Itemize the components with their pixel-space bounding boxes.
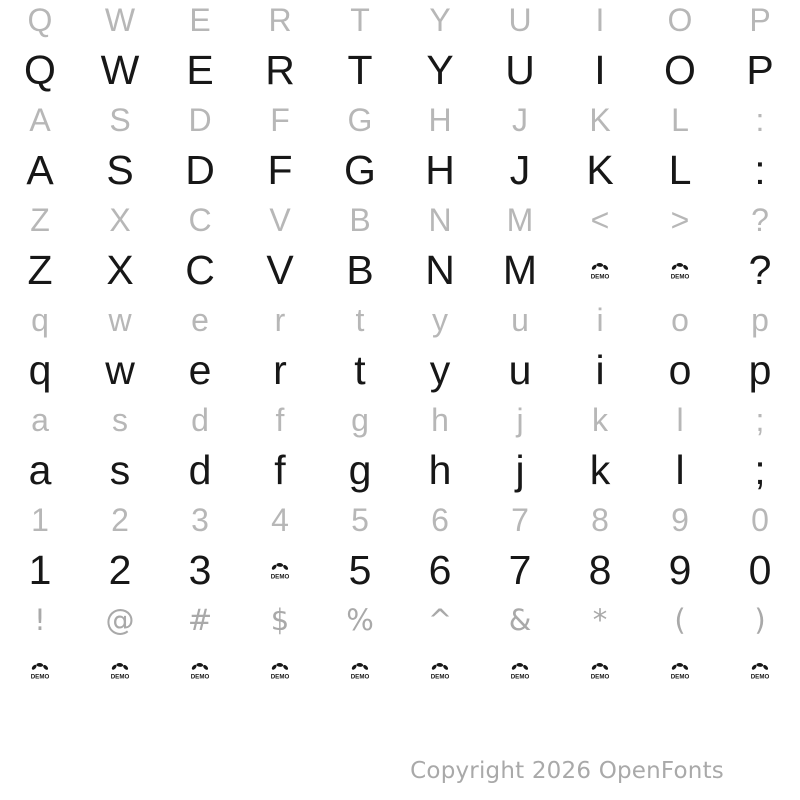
preview-char: N [428,202,452,238]
preview-char: @ [105,602,135,637]
main-row [0,540,800,600]
preview-char: k [592,402,608,438]
main-char: X [106,246,134,293]
preview-char: % [346,602,374,637]
demo-glyph-label: DEMO [110,673,130,680]
main-char: k [589,446,611,493]
preview-char: G [347,102,373,138]
demo-glyph-label: DEMO [510,673,530,680]
glyph-row-pair [0,200,800,300]
demo-glyph-icon [27,661,53,680]
demo-glyph-icon [747,661,773,680]
preview-char: M [506,202,534,238]
main-char: V [266,246,294,293]
preview-char: h [431,402,449,438]
preview-char: : [755,102,765,138]
preview-char: w [108,302,132,338]
preview-char: d [191,402,209,438]
main-char: i [595,346,605,393]
main-char: j [515,446,525,493]
preview-char: > [670,202,690,238]
preview-char: s [112,402,128,438]
preview-char: f [275,402,285,438]
main-char: M [502,246,538,293]
demo-glyph-icon [667,261,693,280]
preview-char: * [592,602,608,637]
demo-placeholder-glyph [160,661,240,680]
preview-char: a [31,402,49,438]
preview-row [0,100,800,140]
demo-glyph-icon [347,661,373,680]
copyright-text: Copyright 2026 OpenFonts [410,758,724,784]
main-row [0,440,800,500]
preview-char: 3 [191,502,209,538]
demo-glyph-icon [427,661,453,680]
preview-char: 8 [591,502,609,538]
preview-char: ( [674,602,686,637]
main-char: o [668,346,692,393]
preview-char: i [596,302,604,338]
main-char: h [428,446,452,493]
preview-char: ? [751,202,769,238]
demo-glyph-icon [587,661,613,680]
preview-char: 1 [31,502,49,538]
preview-char: K [589,102,611,138]
preview-char: 5 [351,502,369,538]
main-char: K [586,146,614,193]
preview-char: 2 [111,502,129,538]
preview-row [0,300,800,340]
main-char: Q [24,46,56,93]
glyph-row-pair [0,600,800,700]
main-char: S [106,146,134,193]
main-char: F [267,146,293,193]
main-row [0,140,800,200]
demo-glyph-icon [507,661,533,680]
main-char: U [505,46,535,93]
preview-char: P [749,2,771,38]
preview-char: C [188,202,212,238]
demo-placeholder-glyph [560,261,640,280]
demo-glyph-icon [267,661,293,680]
demo-placeholder-glyph [640,661,720,680]
main-char: u [508,346,532,393]
main-row [0,240,800,300]
main-char: : [754,146,766,193]
demo-placeholder-glyph [720,661,800,680]
main-char: H [425,146,455,193]
preview-char: U [508,2,532,38]
main-char: A [26,146,54,193]
glyph-row-pair [0,0,800,100]
main-row [0,640,800,700]
demo-glyph-label: DEMO [350,673,370,680]
preview-char: ; [755,402,765,438]
preview-char: o [671,302,689,338]
demo-glyph-icon [587,261,613,280]
demo-placeholder-glyph [240,561,320,580]
main-char: 3 [188,546,212,593]
preview-char: & [508,602,532,637]
glyph-row-pair [0,100,800,200]
main-char: B [346,246,374,293]
preview-row [0,400,800,440]
main-char: N [425,246,455,293]
main-char: t [354,346,366,393]
preview-char: O [667,2,693,38]
preview-char: 9 [671,502,689,538]
glyph-row-pair [0,400,800,500]
preview-char: 6 [431,502,449,538]
main-char: G [344,146,376,193]
demo-glyph-label: DEMO [590,673,610,680]
main-char: l [675,446,685,493]
demo-placeholder-glyph [560,661,640,680]
main-char: W [100,46,140,93]
demo-glyph-label: DEMO [270,673,290,680]
main-char: g [348,446,372,493]
demo-glyph-label: DEMO [30,673,50,680]
demo-glyph-label: DEMO [670,673,690,680]
main-char: r [273,346,287,393]
main-char: E [186,46,214,93]
main-char: y [429,346,451,393]
main-row [0,40,800,100]
preview-char: 4 [271,502,289,538]
preview-char: A [29,102,51,138]
glyph-row-pair [0,300,800,400]
preview-char: ) [754,602,766,637]
demo-glyph-icon [667,661,693,680]
preview-char: Y [429,2,451,38]
glyph-row-pair [0,500,800,600]
main-char: O [664,46,696,93]
demo-glyph-label: DEMO [430,673,450,680]
demo-glyph-label: DEMO [270,573,290,580]
main-char: 6 [428,546,452,593]
demo-placeholder-glyph [80,661,160,680]
demo-glyph-label: DEMO [670,273,690,280]
main-char: J [509,146,531,193]
demo-glyph-icon [107,661,133,680]
preview-char: B [349,202,371,238]
main-char: f [274,446,286,493]
preview-char: ! [34,602,46,637]
preview-char: $ [270,602,290,637]
main-char: R [265,46,295,93]
preview-char: I [595,2,605,38]
preview-char: # [187,602,213,637]
main-char: p [748,346,772,393]
demo-placeholder-glyph [320,661,400,680]
main-char: Y [426,46,454,93]
main-char: 7 [508,546,532,593]
preview-char: V [269,202,291,238]
demo-glyph-label: DEMO [190,673,210,680]
preview-char: D [188,102,212,138]
demo-glyph-label: DEMO [590,273,610,280]
main-char: a [28,446,52,493]
preview-char: u [511,302,529,338]
main-char: 9 [668,546,692,593]
preview-row [0,500,800,540]
preview-char: 7 [511,502,529,538]
main-char: q [28,346,52,393]
preview-char: E [189,2,211,38]
preview-char: l [676,402,684,438]
preview-char: e [191,302,209,338]
preview-char: R [268,2,292,38]
main-char: P [746,46,774,93]
preview-char: T [350,2,370,38]
preview-row [0,0,800,40]
main-char: C [185,246,215,293]
preview-char: F [270,102,290,138]
preview-char: y [432,302,448,338]
main-char: ; [754,446,766,493]
demo-placeholder-glyph [240,661,320,680]
preview-char: g [351,402,369,438]
demo-placeholder-glyph [640,261,720,280]
demo-placeholder-glyph [400,661,480,680]
demo-placeholder-glyph [480,661,560,680]
preview-char: L [671,102,689,138]
main-char: 2 [108,546,132,593]
preview-char: q [31,302,49,338]
preview-char: r [274,302,286,338]
preview-char: S [109,102,131,138]
preview-char: t [355,302,365,338]
preview-char: 0 [751,502,769,538]
preview-char: ^ [427,602,453,637]
main-char: I [594,46,606,93]
preview-char: X [109,202,131,238]
main-char: w [105,346,135,393]
preview-char: W [104,2,136,38]
preview-char: J [512,102,528,138]
main-char: D [185,146,215,193]
main-char: L [668,146,692,193]
main-char: e [188,346,212,393]
preview-char: < [590,202,610,238]
main-char: T [347,46,373,93]
preview-char: Q [27,2,53,38]
demo-glyph-icon [267,561,293,580]
main-char: s [109,446,131,493]
main-char: 1 [28,546,52,593]
demo-glyph-label: DEMO [750,673,770,680]
main-row [0,340,800,400]
main-char: 0 [748,546,772,593]
preview-char: p [751,302,769,338]
demo-placeholder-glyph [0,661,80,680]
main-char: 8 [588,546,612,593]
preview-char: j [516,402,524,438]
preview-char: Z [30,202,50,238]
preview-row [0,600,800,640]
main-char: 5 [348,546,372,593]
demo-glyph-icon [187,661,213,680]
main-char: Z [27,246,53,293]
main-char: d [188,446,212,493]
main-char: ? [748,246,772,293]
preview-row [0,200,800,240]
preview-char: H [428,102,452,138]
